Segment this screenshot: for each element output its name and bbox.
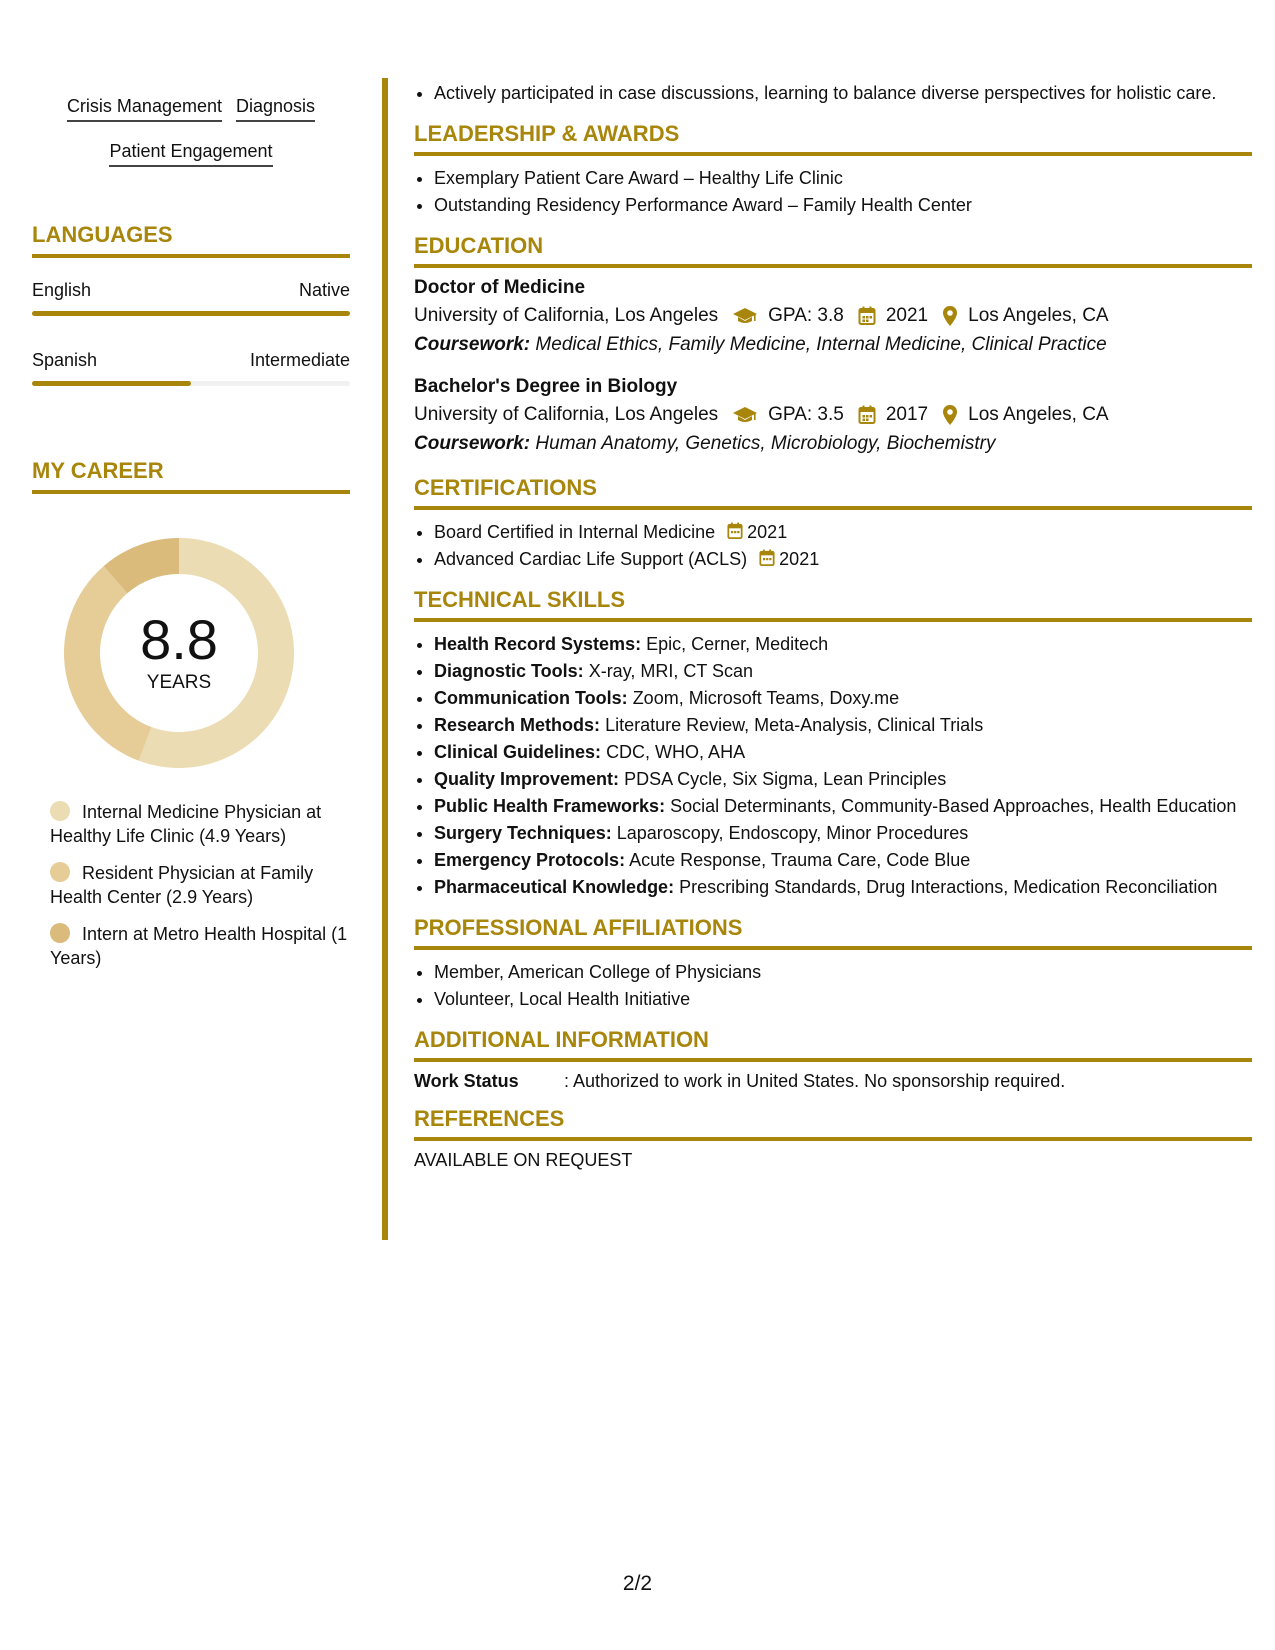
list-item bbox=[434, 631, 1252, 658]
certifications-list bbox=[414, 519, 1252, 573]
location: Los Angeles, CA bbox=[968, 305, 1109, 326]
work-status-value: : Authorized to work in United States. No sponsorship required. bbox=[564, 1071, 1066, 1091]
skill-label: Health Record Systems: bbox=[434, 634, 642, 654]
skill-tag: Patient Engagement bbox=[109, 139, 272, 167]
career-section bbox=[32, 458, 350, 970]
language-item bbox=[32, 350, 350, 386]
skill-value: Social Determinants, Community-Based Approaches, Health Education bbox=[670, 796, 1237, 816]
skill-label: Communication Tools: bbox=[434, 688, 628, 708]
coursework-label: Coursework: bbox=[414, 334, 531, 355]
page-number: 2/2 bbox=[622, 1572, 653, 1595]
certification-name: Board Certified in Internal Medicine bbox=[434, 522, 716, 542]
skill-value: Literature Review, Meta-Analysis, Clinical Trials bbox=[605, 715, 984, 735]
graduation-cap-icon bbox=[732, 405, 758, 425]
column-divider bbox=[382, 78, 388, 1240]
career-unit: YEARS bbox=[146, 672, 212, 693]
language-name: Spanish bbox=[32, 350, 98, 370]
list-item bbox=[434, 712, 1252, 739]
location-pin-icon bbox=[942, 404, 958, 426]
skill-value: PDSA Cycle, Six Sigma, Lean Principles bbox=[624, 769, 947, 789]
calendar-icon bbox=[858, 405, 876, 425]
skill-tag: Crisis Management bbox=[67, 94, 222, 122]
experience-bullets bbox=[414, 80, 1252, 107]
education-entry bbox=[414, 376, 1252, 455]
list-item bbox=[434, 766, 1252, 793]
certifications-title: CERTIFICATIONS bbox=[414, 475, 1252, 510]
skill-tags bbox=[32, 84, 350, 174]
legend-item bbox=[50, 800, 350, 848]
language-name: English bbox=[32, 280, 92, 300]
sidebar bbox=[32, 84, 350, 983]
language-bar bbox=[32, 381, 350, 386]
legend-item bbox=[50, 861, 350, 909]
certification-name: Advanced Cardiac Life Support (ACLS) bbox=[434, 549, 748, 569]
education-title: EDUCATION bbox=[414, 233, 1252, 268]
graduation-year: 2021 bbox=[885, 305, 929, 326]
additional-info-title: ADDITIONAL INFORMATION bbox=[414, 1027, 1252, 1062]
language-bar-fill bbox=[32, 381, 191, 386]
legend-item bbox=[50, 922, 350, 970]
career-legend bbox=[50, 800, 350, 970]
skill-value: CDC, WHO, AHA bbox=[606, 742, 746, 762]
technical-skills-title: TECHNICAL SKILLS bbox=[414, 587, 1252, 622]
career-donut bbox=[64, 538, 294, 768]
skill-value: Laparoscopy, Endoscopy, Minor Procedures bbox=[616, 823, 969, 843]
language-level: Intermediate bbox=[249, 350, 350, 370]
legend-label: Resident Physician at Family Health Center (2.9 Years) bbox=[50, 863, 314, 907]
certification-year: 2021 bbox=[779, 549, 820, 569]
list-item bbox=[434, 658, 1252, 685]
education-entry bbox=[414, 277, 1252, 356]
calendar-icon bbox=[727, 522, 743, 540]
skill-value: X-ray, MRI, CT Scan bbox=[588, 661, 754, 681]
skill-label: Diagnostic Tools: bbox=[434, 661, 584, 681]
list-item bbox=[434, 874, 1252, 901]
language-bar-fill bbox=[32, 311, 350, 316]
location: Los Angeles, CA bbox=[968, 404, 1109, 425]
legend-dot bbox=[50, 862, 70, 882]
legend-dot bbox=[50, 801, 70, 821]
school: University of California, Los Angeles bbox=[414, 305, 719, 326]
references-title: REFERENCES bbox=[414, 1106, 1252, 1141]
school: University of California, Los Angeles bbox=[414, 404, 719, 425]
affiliations-list bbox=[414, 959, 1252, 1013]
legend-dot bbox=[50, 923, 70, 943]
list-item bbox=[434, 793, 1252, 820]
skill-value: Acute Response, Trauma Care, Code Blue bbox=[629, 850, 971, 870]
skill-label: Pharmaceutical Knowledge: bbox=[434, 877, 675, 897]
technical-skills-list bbox=[414, 631, 1252, 901]
list-item bbox=[434, 519, 1252, 546]
skill-label: Quality Improvement: bbox=[434, 769, 620, 789]
skill-label: Clinical Guidelines: bbox=[434, 742, 602, 762]
legend-label: Internal Medicine Physician at Healthy Life Clinic (4.9 Years) bbox=[50, 802, 322, 846]
career-title: MY CAREER bbox=[32, 458, 350, 494]
career-total: 8.8 bbox=[140, 608, 218, 671]
list-item bbox=[434, 685, 1252, 712]
certification-year: 2021 bbox=[747, 522, 788, 542]
calendar-icon bbox=[858, 306, 876, 326]
skill-label: Public Health Frameworks: bbox=[434, 796, 666, 816]
skill-label: Surgery Techniques: bbox=[434, 823, 612, 843]
graduation-year: 2017 bbox=[885, 404, 929, 425]
list-item: • Actively participated in case discussions, learning to balance diverse perspectives for holistic care. bbox=[434, 80, 1252, 107]
language-item bbox=[32, 280, 350, 316]
legend-label: Intern at Metro Health Hospital (1 Years) bbox=[50, 924, 348, 968]
gpa: GPA: 3.8 bbox=[768, 305, 844, 326]
coursework-label: Coursework: bbox=[414, 433, 531, 454]
calendar-icon bbox=[759, 549, 775, 567]
main-content bbox=[414, 80, 1252, 1171]
work-status-label: Work Status bbox=[414, 1071, 519, 1091]
language-level: Native bbox=[298, 280, 350, 300]
affiliations-title: PROFESSIONAL AFFILIATIONS bbox=[414, 915, 1252, 950]
degree: Bachelor's Degree in Biology bbox=[414, 376, 678, 397]
skill-label: Emergency Protocols: bbox=[434, 850, 626, 870]
list-item bbox=[434, 546, 1252, 573]
list-item: • Volunteer, Local Health Initiative bbox=[434, 986, 1252, 1013]
coursework: Human Anatomy, Genetics, Microbiology, Biochemistry bbox=[535, 433, 996, 454]
language-bar bbox=[32, 311, 350, 316]
leadership-list bbox=[414, 165, 1252, 219]
location-pin-icon bbox=[942, 305, 958, 327]
skill-value: Prescribing Standards, Drug Interactions, Medication Reconciliation bbox=[679, 877, 1218, 897]
list-item: • Exemplary Patient Care Award – Healthy Life Clinic bbox=[434, 165, 1252, 192]
graduation-cap-icon bbox=[732, 306, 758, 326]
languages-section bbox=[32, 222, 350, 386]
coursework: Medical Ethics, Family Medicine, Internal Medicine, Clinical Practice bbox=[535, 334, 1107, 355]
gpa: GPA: 3.5 bbox=[768, 404, 844, 425]
skill-value: Zoom, Microsoft Teams, Doxy.me bbox=[632, 688, 900, 708]
skill-value: Epic, Cerner, Meditech bbox=[646, 634, 829, 654]
skill-tag: Diagnosis bbox=[236, 94, 315, 122]
references-text: AVAILABLE ON REQUEST bbox=[414, 1150, 633, 1170]
skill-label: Research Methods: bbox=[434, 715, 601, 735]
leadership-title: LEADERSHIP & AWARDS bbox=[414, 121, 1252, 156]
work-status-row bbox=[414, 1071, 1252, 1092]
list-item bbox=[434, 820, 1252, 847]
list-item bbox=[434, 739, 1252, 766]
list-item: • Member, American College of Physicians bbox=[434, 959, 1252, 986]
list-item bbox=[434, 847, 1252, 874]
languages-title: LANGUAGES bbox=[32, 222, 350, 258]
degree: Doctor of Medicine bbox=[414, 277, 586, 298]
list-item: • Outstanding Residency Performance Award – Family Health Center bbox=[434, 192, 1252, 219]
